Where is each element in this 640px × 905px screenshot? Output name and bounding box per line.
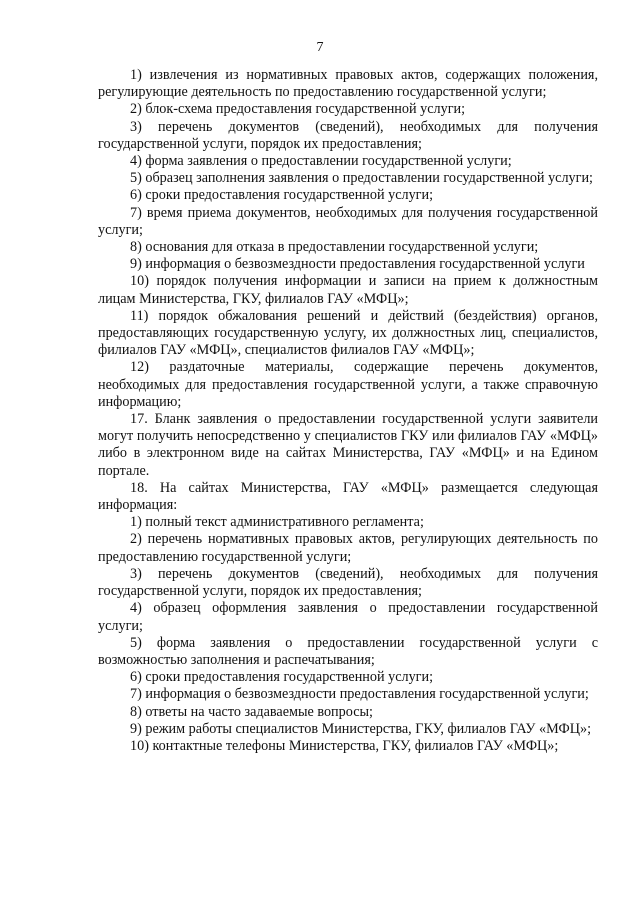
paragraph: 7) время приема документов, необходимых для получения государственной услуги; <box>98 204 598 238</box>
paragraph: 1) извлечения из нормативных правовых актов, содержащих положения, регулирующие деятельность по предоставлению государственной услуги; <box>98 67 598 101</box>
paragraph: 7) информация о безвозмездности предоставления государственной услуги; <box>130 686 589 703</box>
paragraph: 18. На сайтах Министерства, ГАУ «МФЦ» размещается следующая информация: <box>98 479 598 514</box>
paragraph: 4) форма заявления о предоставлении государственной услуги; <box>130 153 512 170</box>
document-body <box>98 67 598 755</box>
paragraph: 2) перечень нормативных правовых актов, регулирующих деятельность по предоставлению государственной услуги; <box>98 531 598 565</box>
paragraph: 8) ответы на часто задаваемые вопросы; <box>130 703 373 720</box>
paragraph: 12) раздаточные материалы, содержащие перечень документов, необходимых для предоставления государственной услуги, а также справочную информацию; <box>98 359 598 410</box>
paragraph: 17. Бланк заявления о предоставлении государственной услуги заявители могут получить непосредственно у специалистов ГКУ или филиалов ГАУ «МФЦ» либо в электронном виде на сайтах Министерства, ГАУ «МФЦ» и на Едином портале. <box>98 411 598 479</box>
paragraph: 6) сроки предоставления государственной услуги; <box>130 187 434 204</box>
paragraph: 3) перечень документов (сведений), необходимых для получения государственной услуги, порядок их предоставления; <box>98 565 598 600</box>
paragraph: 2) блок-схема предоставления государственной услуги; <box>130 101 466 118</box>
paragraph: 8) основания для отказа в предоставлении государственной услуги; <box>130 239 539 256</box>
paragraph: 10) контактные телефоны Министерства, ГКУ, филиалов ГАУ «МФЦ»; <box>130 737 559 754</box>
paragraph: 10) порядок получения информации и записи на прием к должностным лицам Министерства, ГКУ, филиалов ГАУ «МФЦ»; <box>98 273 598 307</box>
paragraph: 5) форма заявления о предоставлении государственной услуги с возможностью заполнения и распечатывания; <box>98 634 598 668</box>
paragraph: 9) информация о безвозмездности предоставления государственной услуги <box>130 256 585 273</box>
paragraph: 6) сроки предоставления государственной услуги; <box>130 669 434 686</box>
paragraph: 1) полный текст административного регламента; <box>130 514 424 531</box>
paragraph: 4) образец оформления заявления о предоставлении государственной услуги; <box>98 600 598 634</box>
paragraph: 11) порядок обжалования решений и действий (бездействия) органов, предоставляющих государственную услугу, их должностных лиц, специалистов, филиалов ГАУ «МФЦ», специалистов филиалов ГАУ «МФЦ»; <box>98 307 598 359</box>
paragraph: 3) перечень документов (сведений), необходимых для получения государственной услуги, порядок их предоставления; <box>98 118 598 152</box>
paragraph: 5) образец заполнения заявления о предоставлении государственной услуги; <box>130 170 593 187</box>
paragraph: 9) режим работы специалистов Министерства, ГКУ, филиалов ГАУ «МФЦ»; <box>130 720 592 737</box>
page-number: 7 <box>316 40 324 55</box>
